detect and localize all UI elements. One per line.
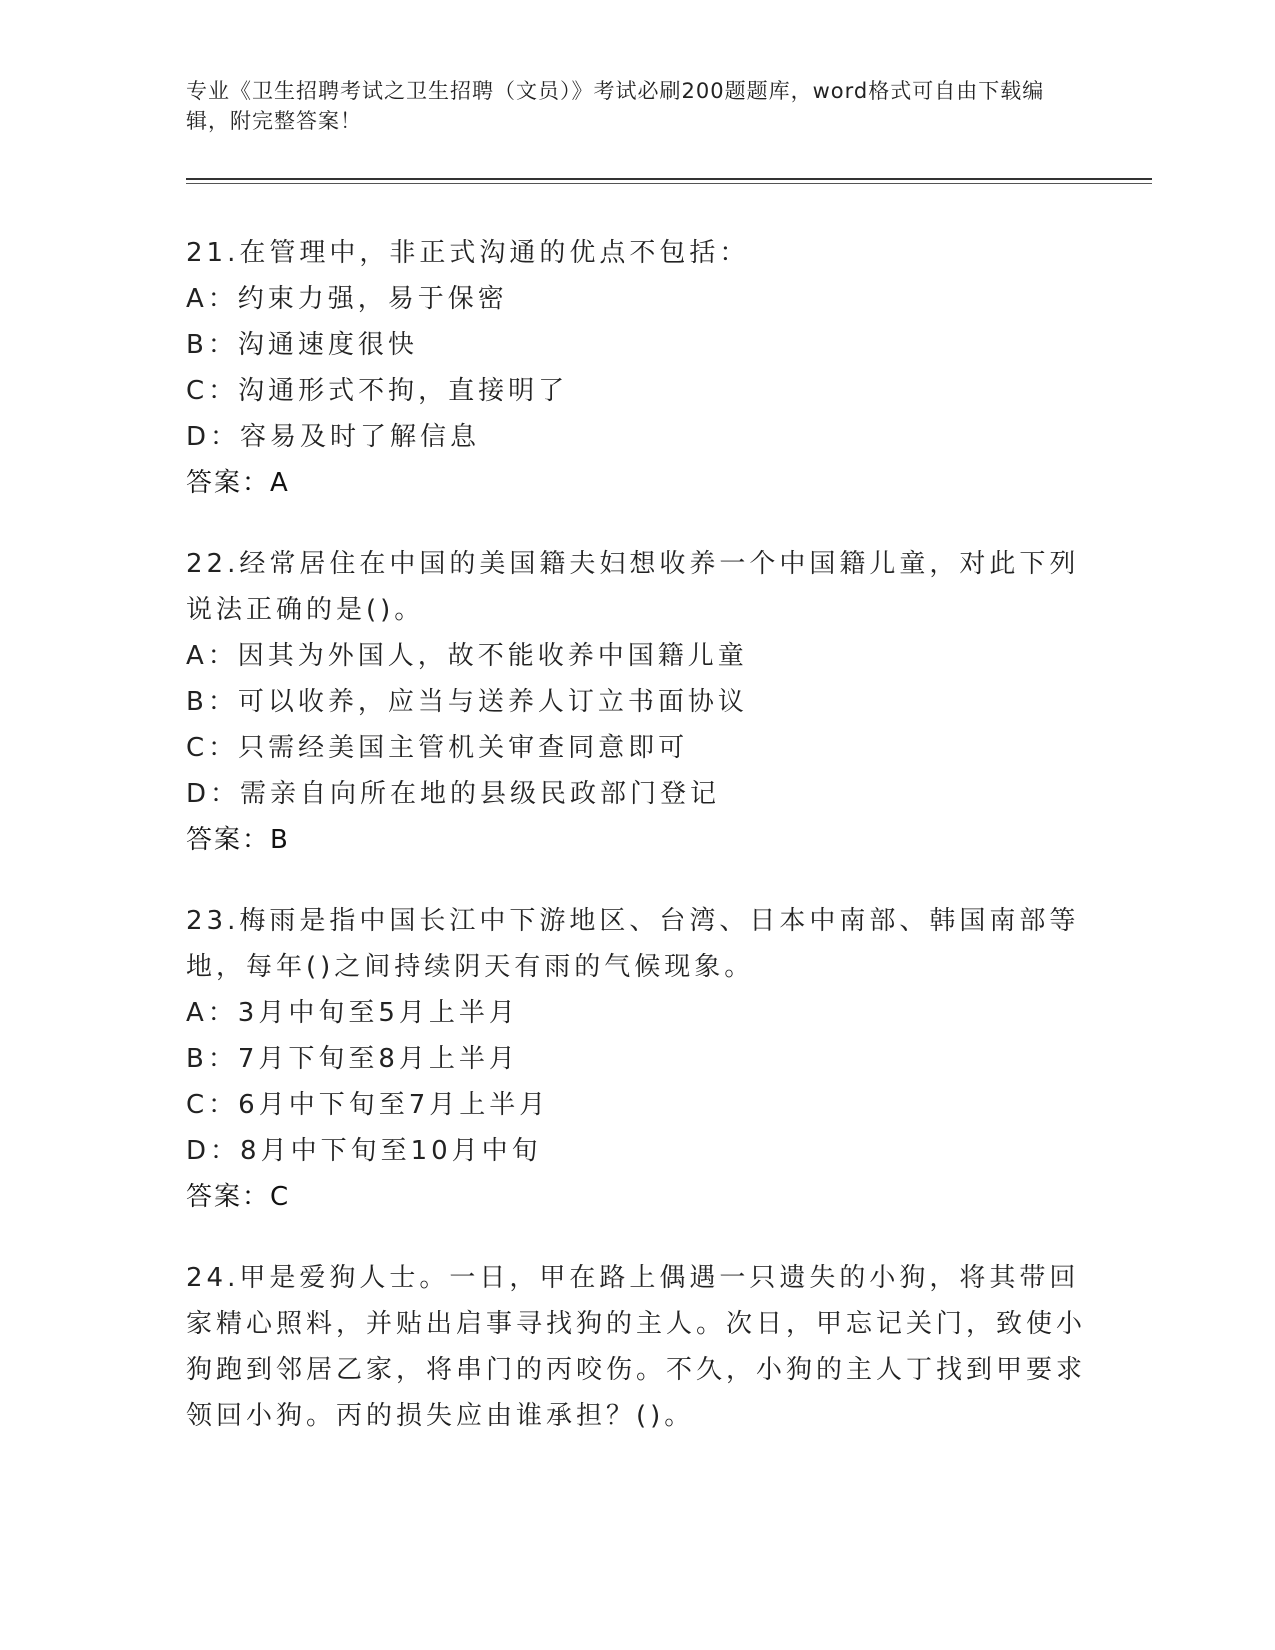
- question-stem: 21.在管理中，非正式沟通的优点不包括：: [186, 238, 750, 268]
- question-stem: 23.梅雨是指中国长江中下游地区、台湾、日本中南部、韩国南部等地，每年()之间持续阴天有雨的气候现象。: [186, 906, 1080, 982]
- option-c: C：6月中下旬至7月上半月: [186, 1090, 550, 1120]
- answer: 答案：A: [186, 468, 290, 498]
- option-a: A：约束力强，易于保密: [186, 284, 508, 314]
- option-a: A：3月中旬至5月上半月: [186, 998, 519, 1028]
- option-b: B：7月下旬至8月上半月: [186, 1044, 519, 1074]
- option-c: C：沟通形式不拘，直接明了: [186, 376, 569, 406]
- option-c: C：只需经美国主管机关审查同意即可: [186, 733, 689, 763]
- question-24: [186, 1255, 1086, 1439]
- header-divider-thin: [186, 183, 1152, 184]
- option-d: D：8月中下旬至10月中旬: [186, 1136, 542, 1166]
- question-list: [186, 230, 1086, 1474]
- question-23: [186, 898, 1086, 1220]
- option-d: D：需亲自向所在地的县级民政部门登记: [186, 779, 721, 809]
- option-a: A：因其为外国人，故不能收养中国籍儿童: [186, 641, 748, 671]
- question-stem: 24.甲是爱狗人士。一日，甲在路上偶遇一只遗失的小狗，将其带回家精心照料，并贴出启事寻找狗的主人。次日，甲忘记关门，致使小狗跑到邻居乙家，将串门的丙咬伤。不久，小狗的主人丁找到甲要求领回小狗。丙的损失应由谁承担？()。: [186, 1263, 1087, 1431]
- question-21: [186, 230, 1086, 506]
- option-b: B：可以收养，应当与送养人订立书面协议: [186, 687, 748, 717]
- header-divider-thick: [186, 178, 1152, 180]
- question-stem: 22.经常居住在中国的美国籍夫妇想收养一个中国籍儿童，对此下列说法正确的是()。: [186, 549, 1080, 625]
- question-22: [186, 541, 1086, 863]
- answer: 答案：C: [186, 1182, 291, 1212]
- option-b: B：沟通速度很快: [186, 330, 418, 360]
- answer: 答案：B: [186, 825, 290, 855]
- document-header-title: 专业《卫生招聘考试之卫生招聘（文员）》考试必刷200题题库，word格式可自由下载编辑，附完整答案！: [186, 79, 1045, 133]
- option-d: D：容易及时了解信息: [186, 422, 481, 452]
